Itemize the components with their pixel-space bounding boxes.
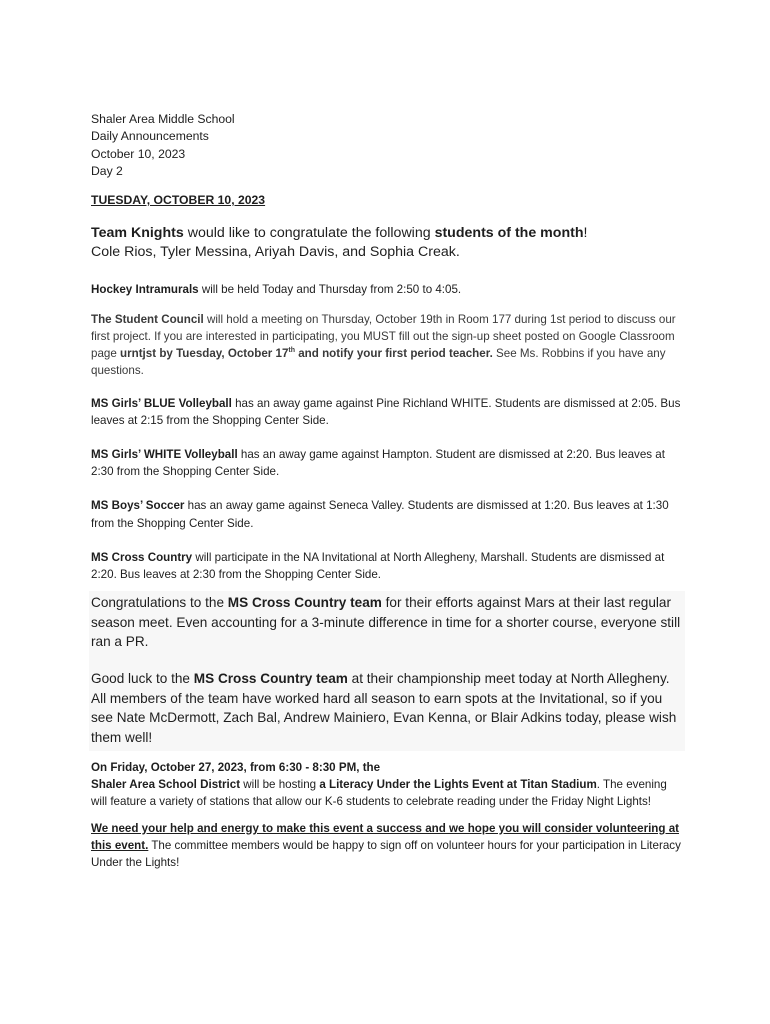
ordinal-suffix: th [288,347,296,355]
district-name: Shaler Area School District [91,778,241,792]
hockey-announcement [91,281,683,298]
volunteer-callout: We need your help and energy to make this event a success and we hope you will consider volunteering at this event. [91,821,680,852]
student-names: Cole Rios, Tyler Messina, Ariyah Davis, and Sophia Creak. [91,244,460,261]
students-of-month-line [91,224,683,243]
council-text: . [489,347,493,361]
team-name: Team Knights [91,225,184,242]
hockey-text: will be held Today and Thursday from 2:50 to 4:05. [198,282,462,296]
blue-volleyball-announcement [91,395,683,429]
cross-country-title: MS Cross Country [91,550,193,564]
announcement-text: would like to congratulate the following [183,225,435,242]
blue-volleyball-title: MS Girls’ BLUE Volleyball [91,396,232,410]
cross-country-text: will participate in the NA Invitational at North Allegheny, Marshall. Students are dismissed at 2:20. Bus leaves at 2:30 from the Shopping Center Side. [91,550,665,582]
school-name: Shaler Area Middle School [91,112,235,126]
student-council-title: The Student Council [91,312,204,326]
white-volleyball-text: has an away game against Hampton. Student are dismissed at 2:20. Bus leaves at 2:30 from the Shopping Center Side. [91,448,665,479]
soccer-text: has an away game against Seneca Valley. Students are dismissed at 1:20. Bus leaves at 1:30 from the Shopping Center Side. [91,499,669,530]
literacy-event-announcement [91,759,683,811]
announcements-document [91,111,683,871]
council-text: will hold a meeting on Thursday, October 19th in Room 177 during 1st period to discuss our first project. If you are interested in participating, you MUST fill out the sign-up sheet posted on Google Classroom page [91,312,676,361]
volunteer-request [91,820,683,872]
event-name: a Literacy Under the Lights Event at Titan Stadium [319,778,597,792]
council-text: by Tuesday, October 17 [156,347,289,361]
announcement-text: ! [583,225,588,242]
congrats-text: for their efforts against Mars at their last regular season meet. Even accounting for a 3-minute difference in time for a shorter course, everyone still ran a PR. [91,595,681,650]
event-text: will be hosting [240,778,320,792]
good-luck-team: MS Cross Country team [193,671,348,687]
council-text: See Ms. Robbins if you have any questions. [91,347,666,378]
good-luck-text: Good luck to the [91,671,194,687]
congrats-text: Congratulations to the [91,595,228,611]
document-title: Daily Announcements [91,129,209,144]
document-header [91,111,683,180]
students-of-month-label: students of the month [434,225,584,242]
school-day: Day 2 [91,163,123,178]
congratulations-paragraph [91,593,683,651]
classroom-code: urntjst [120,347,157,361]
blue-volleyball-text: has an away game against Pine Richland WHITE. Students are dismissed at 2:05. Bus leaves at 2:15 from the Shopping Center Side. [91,396,681,427]
students-of-month-announcement [91,224,683,262]
good-luck-paragraph [91,669,683,747]
cross-country-announcement [91,549,683,583]
congrats-team: MS Cross Country team [227,595,382,611]
date-heading: TUESDAY, OCTOBER 10, 2023 [91,193,266,208]
white-volleyball-title: MS Girls’ WHITE Volleyball [91,448,238,462]
hockey-title: Hockey Intramurals [91,282,199,296]
volunteer-text: The committee members would be happy to sign off on volunteer hours for your participation in Literacy Under the Lights! [91,838,681,870]
document-date: October 10, 2023 [91,146,186,161]
good-luck-text: at their championship meet today at North Allegheny. All members of the team have worked hard all season to earn spots at the Invitational, so if you see Nate McDermott, Zach Bal, Andrew Mainiero, Evan Kenna, or Blair Adkins today, please wish them well! [91,671,677,745]
white-volleyball-announcement [91,446,683,480]
event-date-line: On Friday, October 27, 2023, from 6:30 - 8:30 PM, the [91,761,381,775]
council-text: and notify your first period teacher [295,347,490,361]
soccer-announcement [91,497,683,531]
cross-country-highlight-box [89,591,685,751]
soccer-title: MS Boys’ Soccer [91,499,185,513]
event-text: . The evening will feature a variety of stations that allow our K-6 students to celebrate reading under the Friday Night Lights! [91,778,667,809]
student-council-announcement [91,311,683,380]
event-description [91,776,683,810]
